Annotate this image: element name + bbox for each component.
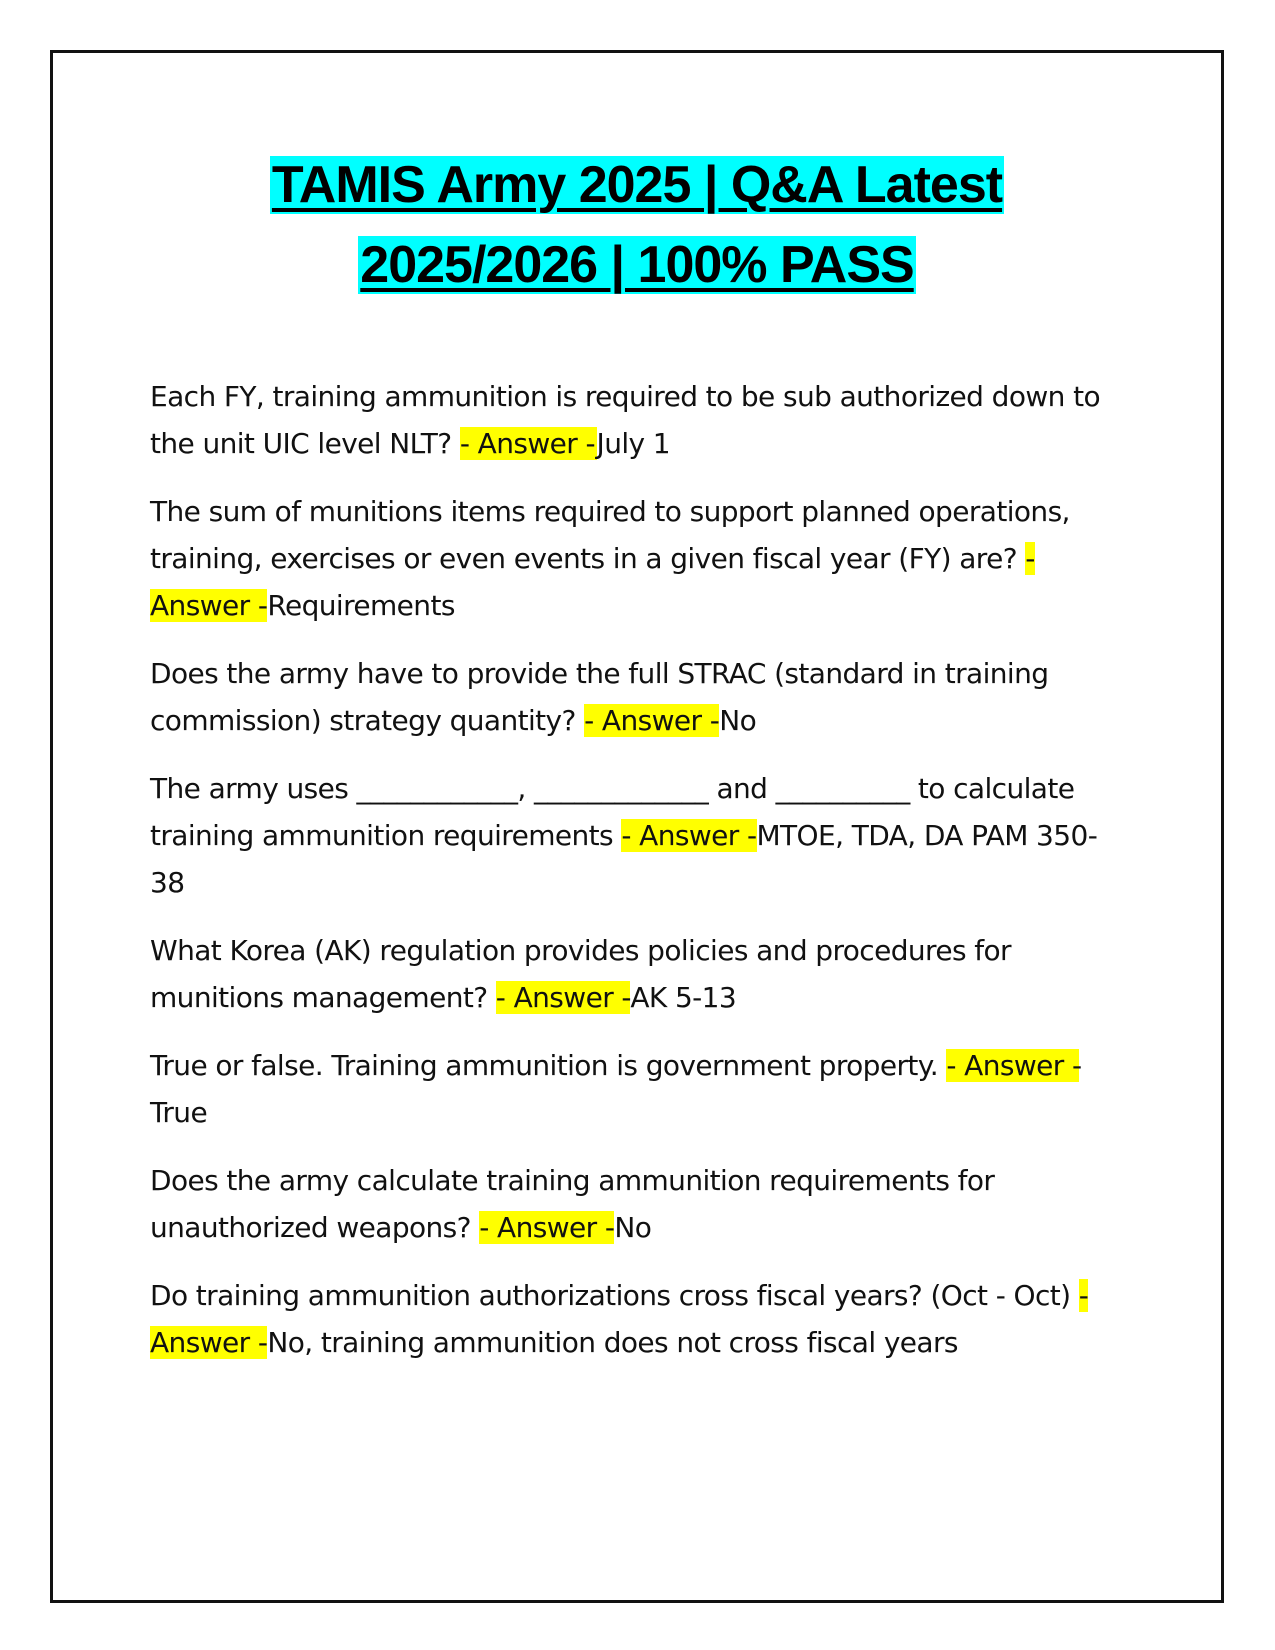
answer-marker: - Answer - (459, 427, 597, 460)
page-title (50, 145, 1224, 305)
answer-text: No (719, 704, 757, 737)
qa-item (150, 1272, 1110, 1366)
title-line-2: 2025/2026 | 100% PASS (360, 236, 914, 294)
answer-marker: - Answer - (479, 1211, 615, 1244)
qa-item (150, 488, 1110, 629)
title-line-1: TAMIS Army 2025 | Q&A Latest (271, 156, 1003, 214)
answer-text: Requirements (267, 589, 455, 622)
qa-item (150, 650, 1110, 744)
answer-text: July 1 (596, 427, 671, 460)
question-text: Does the army have to provide the full STRAC (standard in training commission) strategy quantity? (150, 657, 1049, 737)
qa-item (150, 1042, 1110, 1136)
answer-marker: - Answer - (946, 1049, 1079, 1082)
question-text: The sum of munitions items required to support planned operations, training, exercises or even events in a given fiscal year (FY) are? (150, 495, 1070, 575)
question-text: The army uses ____________, _____________ and __________ to calculate training ammunition requirements (150, 772, 1075, 852)
question-text: Do training ammunition authorizations cross fiscal years? (Oct - Oct) (150, 1279, 1079, 1312)
answer-text: AK 5-13 (630, 981, 737, 1014)
answer-text: No (614, 1211, 652, 1244)
qa-item (150, 1157, 1110, 1251)
question-text: True or false. Training ammunition is government property. (150, 1049, 947, 1082)
answer-text: True (150, 1096, 208, 1129)
qa-item (150, 927, 1110, 1021)
question-text: Does the army calculate training ammunition requirements for unauthorized weapons? (150, 1164, 995, 1244)
answer-text: No, training ammunition does not cross fiscal years (267, 1326, 958, 1359)
answer-marker: - Answer - (150, 542, 1035, 622)
qa-list (150, 373, 1110, 1387)
answer-marker: - Answer - (621, 819, 757, 852)
answer-marker: - Answer - (150, 1279, 1089, 1359)
answer-text: MTOE, TDA, DA PAM 350-38 (150, 819, 1098, 899)
answer-marker: - Answer - (495, 981, 631, 1014)
qa-item (150, 373, 1110, 467)
answer-marker: - Answer - (584, 704, 720, 737)
question-text: What Korea (AK) regulation provides policies and procedures for munitions management? (150, 934, 1011, 1014)
question-text: Each FY, training ammunition is required to be sub authorized down to the unit UIC level NLT? (150, 380, 1101, 460)
qa-item (150, 765, 1110, 906)
